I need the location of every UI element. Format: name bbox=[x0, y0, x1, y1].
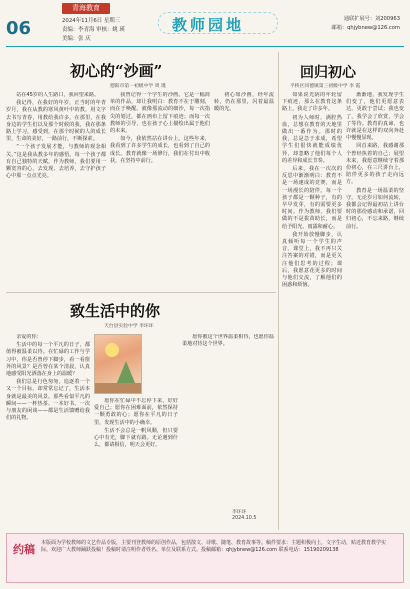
article-3-column-2 bbox=[94, 398, 178, 528]
article-3-column-1 bbox=[6, 334, 90, 528]
issue-date: 2024年11月6日 星期三 bbox=[62, 18, 121, 24]
page-number: 06 bbox=[6, 18, 32, 39]
paragraph: 回首来路，我感谢那个曾经执着的自己；展望未来，我愿意继续守着那份初心，在三尺讲台上，陪伴更多的孩子走向远方。 bbox=[346, 143, 404, 186]
paragraph: 初为人师时，满腔热血，总想在教育的天地里做出一番作为。那时的我，总是急于求成，希望学生们很快就能成绩优异，却忽略了他们每个人的差异和成长节奏。 bbox=[282, 114, 342, 164]
article-author-3: 天台县实验中学 李环环 bbox=[104, 324, 154, 329]
sun-icon bbox=[105, 343, 119, 357]
paragraph: 愿你被这个世界温柔相待，也愿你温柔地对待这个世界。 bbox=[182, 334, 274, 348]
paragraph: 如果说光阴的年轮留下痕迹，那么在教育这条路上，我走了许多年。 bbox=[282, 92, 342, 113]
paragraph: 教育是一场温柔的坚守。无论岁月如何流转，我都会记得最初站上讲台时的那份感动和承诺，回归初心，不忘来路，继续前行。 bbox=[346, 187, 404, 230]
article-1-column-3 bbox=[214, 92, 274, 288]
article-3-signature: 李环环 bbox=[232, 510, 247, 515]
paragraph: 生活中的每一个平凡的日子，都值得被温柔以待。在忙碌的工作与学习中，你是否曾停下脚步，看一看窗外的风景？是否曾在某个清晨，认真地感受阳光洒落在身上的温暖？ bbox=[6, 342, 90, 378]
call-for-submissions-badge: 约稿 bbox=[13, 543, 35, 556]
column-divider bbox=[278, 52, 279, 530]
article-divider bbox=[6, 292, 276, 293]
paragraph: 初心如沙画，经年流转，仍在那里，闪着最温暖的光。 bbox=[214, 92, 274, 113]
call-for-submissions-text: 本版面为学校教师的文艺作品专版，主要刊登教师的原创作品，包括散文、诗歌、随笔、教育故事等。稿件要求：主题积极向上，文字生动，贴近教育教学实际。欢迎广大教师踊跃投稿！投稿时请注明作者姓名、单位及联系方式。投稿邮箱：qhjybnew@126.com 联系电话：15190209138 bbox=[41, 540, 387, 554]
page-header bbox=[0, 0, 410, 52]
tree-icon bbox=[117, 361, 135, 383]
article-3-date: 2024.10.5 bbox=[232, 516, 257, 521]
paragraph: 我们总是行色匆匆，追逐着一个又一个目标，却常常忘记了，生活本身就是最美的风景。那些看似平凡的瞬间——一杯热茶、一本好书、一次与朋友的闲谈——都是生活馈赠给我们的礼物。 bbox=[6, 379, 90, 422]
article-title-3: 致生活中的你 bbox=[70, 302, 161, 320]
article-2-column-2 bbox=[346, 92, 404, 528]
article-author-1: 德阳市第一初级中学 周 瑾 bbox=[110, 84, 166, 89]
paragraph: “一个孩子发展才能，与教师的观念相关。”这是我从教多年的感悟。每一个孩子都有自己独特的天赋，作为教师，我们要用一颗宽容的心，去发现、去培养，去守护孩子心中那一点点光亮。 bbox=[6, 144, 106, 180]
newspaper-logo: 青海教育 bbox=[62, 3, 110, 14]
paragraph: 我曾记得一个学生的沙画。它是一幅简单的作品，却让我明白：教育不在于雕刻，而在于唤醒。就像那流动的细沙，每一次指尖的划过，都在画布上留下痕迹；而每一次教师的引导，也在孩子心上描绘出属于他们的未来。 bbox=[110, 92, 210, 135]
section-title: 教师园地 bbox=[172, 16, 245, 34]
design-credits: 美编：张 庆 bbox=[62, 36, 91, 42]
article-author-2: 平桥区同德镇第三初级中学 李 霞 bbox=[290, 84, 361, 89]
header-divider bbox=[6, 46, 404, 47]
article-title-2: 回归初心 bbox=[300, 65, 356, 81]
article-1-column-1 bbox=[6, 92, 106, 288]
paragraph: 我开始放慢脚步，认真倾听每一个学生的声音。课堂上，我不再只关注答案的对错，而是更关注他们思考的过程；课后，我愿意花更多的时间与他们交流，了解他们的困惑和烦恼。 bbox=[282, 231, 342, 289]
paragraph: 站在45岁的人生路口，我回望来路。 bbox=[16, 92, 100, 98]
contact-email: 邮箱：qhjybnew@126.com bbox=[331, 25, 400, 31]
illustration-image bbox=[94, 334, 142, 394]
article-3-column-3 bbox=[182, 334, 274, 504]
ground-shape bbox=[95, 383, 141, 393]
paragraph: 渐渐地，我发现学生们变了，他们更愿意表达，更敢于尝试；我也变了，我学会了欣赏，学会了等待。教育的真谛，也许就是在这样的双向奔赴中慢慢显现。 bbox=[346, 92, 404, 142]
paragraph: 亲爱的你： bbox=[16, 334, 42, 340]
article-2-column-1 bbox=[282, 92, 342, 528]
article-title-1: 初心的“沙画” bbox=[70, 62, 163, 80]
paragraph: 愿你在忙碌中不忘停下来，好好爱自己；愿你在困难面前，依然保持一颗勇敢的心；愿你在平凡的日子里，发现生活中的小确幸。 bbox=[94, 398, 178, 426]
paragraph: 后来，我在一次次的反思中渐渐明白：教育不是一场速成的竞赛，而是一场漫长的陪伴。每一个孩子都是一颗种子，有的早早发芽，有的需要更多时间。作为教师，我们要做的不是拔苗助长，而是给予阳光、雨露和耐心。 bbox=[282, 166, 342, 230]
paragraph: 如今，我依然站在讲台上。这些年来，我看到了许多学生的成长，也看到了自己的成长。教育就像一场修行，我们在付出中收获，在坚持中前行。 bbox=[110, 136, 210, 164]
paragraph: 生活不会总是一帆风顺，但只要心中有光，脚下就有路。无论遇到什么，都请相信，明天会更好。 bbox=[94, 427, 178, 449]
contact-line: 通联扩展号：刘200963 bbox=[343, 16, 400, 22]
call-for-submissions-box bbox=[6, 533, 404, 583]
paragraph: 我记得，在我好的年岁，正当时的年青岁月，我在从教的寒风黄叶中的教，用文字去书写青春，用教给我许多，在那里，在我身边的学生们以及那个时候的我，我在那条路上学习，感受到，在那个时候的人的成长里，生命的美好，一路前行，不断探索。 bbox=[6, 100, 106, 143]
editor-credits: 责编：李青海 审核：姚 瑛 bbox=[62, 27, 125, 33]
article-1-column-2 bbox=[110, 92, 210, 288]
